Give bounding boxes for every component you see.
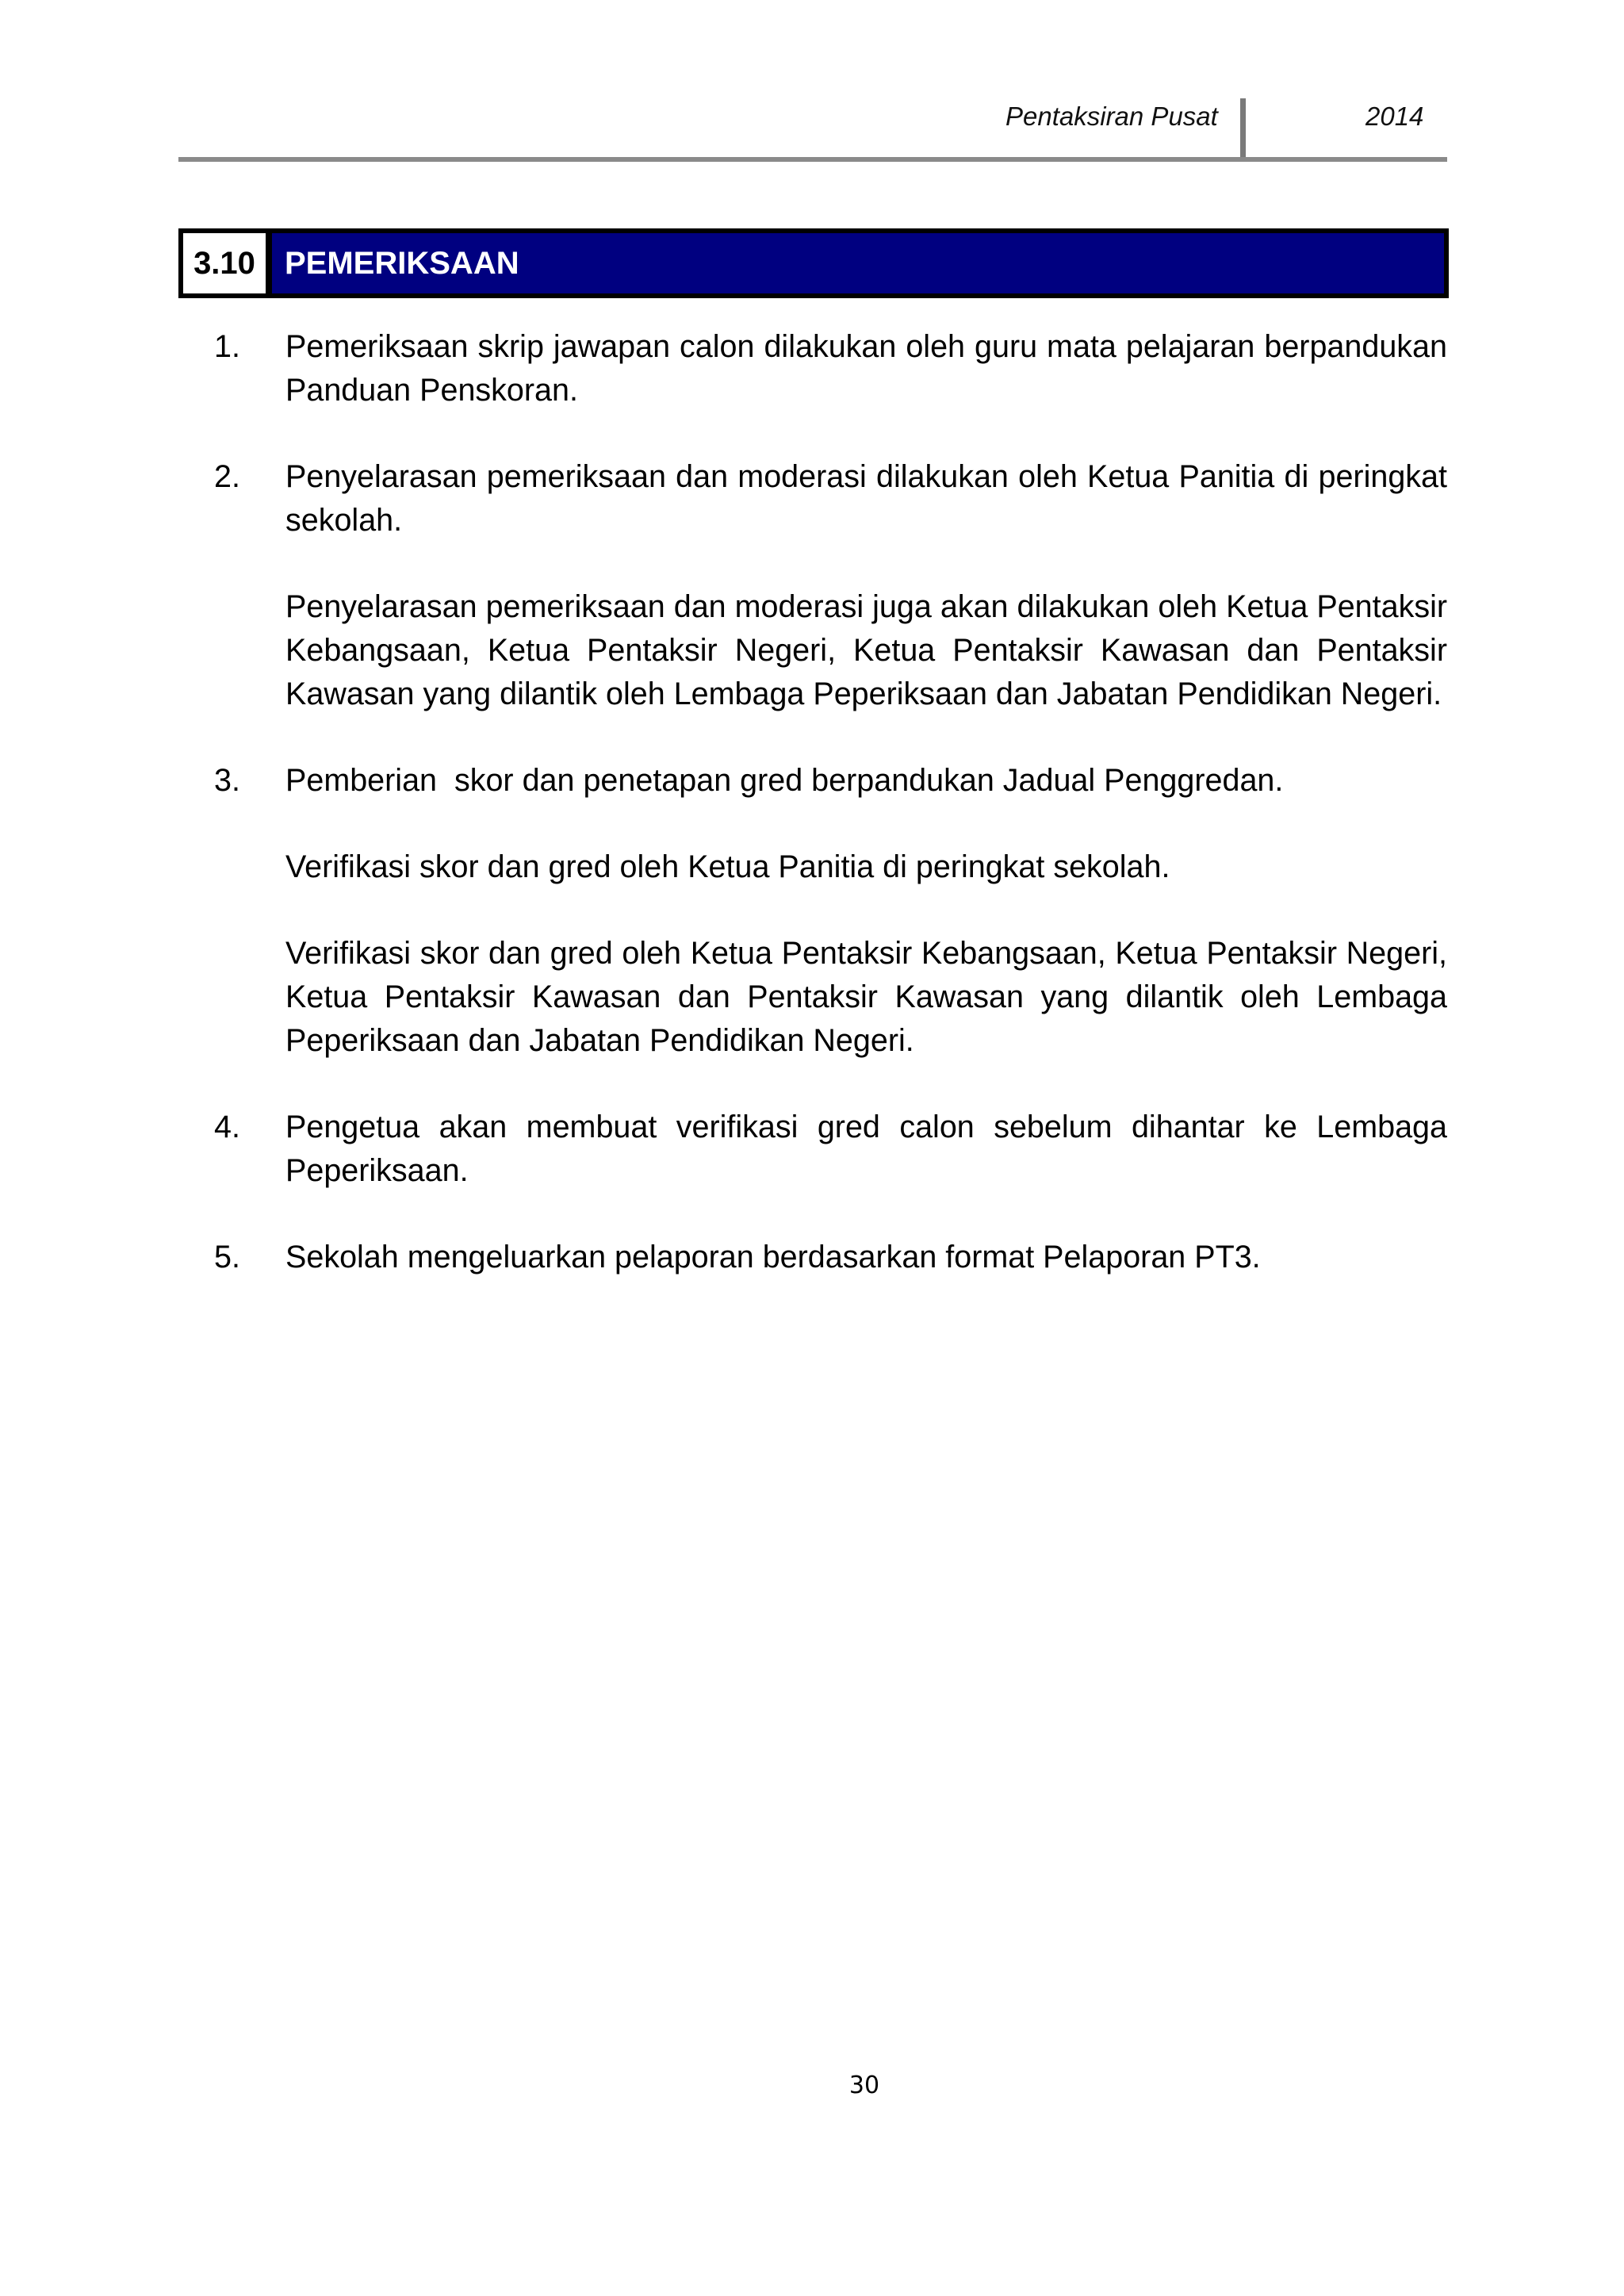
section-heading — [178, 228, 1449, 298]
header-divider — [1240, 98, 1246, 160]
list-item-number: 3. — [214, 763, 240, 798]
paragraph: Pemeriksaan skrip jawapan calon dilakukan oleh guru mata pelajaran berpandukan Panduan Penskoran. — [285, 329, 1447, 408]
section-number: 3.10 — [183, 233, 272, 293]
list-item — [214, 325, 1447, 412]
list-item-number: 1. — [214, 329, 240, 364]
page-number: 30 — [848, 2072, 880, 2099]
paragraph: Penyelarasan pemeriksaan dan moderasi dilakukan oleh Ketua Panitia di peringkat sekolah. — [285, 459, 1447, 538]
paragraph: Verifikasi skor dan gred oleh Ketua Pentaksir Kebangsaan, Ketua Pentaksir Negeri, Ketua Pentaksir Kawasan dan Pentaksir Kawasan yang dilantik oleh Lembaga Peperiksaan dan Jabatan Pendidikan Negeri. — [285, 936, 1447, 1058]
list-item-number: 5. — [214, 1240, 240, 1274]
paragraph: Pemberian skor dan penetapan gred berpandukan Jadual Penggredan. — [285, 763, 1284, 798]
list-item — [214, 1236, 1447, 1279]
section-title: PEMERIKSAAN — [285, 245, 519, 281]
paragraph: Penyelarasan pemeriksaan dan moderasi juga akan dilakukan oleh Ketua Pentaksir Kebangsaan, Ketua Pentaksir Negeri, Ketua Pentaksir Kawasan dan Pentaksir Kawasan yang dilantik oleh Lembaga Peperiksaan dan Jabatan Pendidikan Negeri. — [285, 589, 1447, 711]
paragraph: Sekolah mengeluarkan pelaporan berdasarkan format Pelaporan PT3. — [285, 1240, 1261, 1274]
list-item — [214, 455, 1447, 716]
paragraph: Pengetua akan membuat verifikasi gred calon sebelum dihantar ke Lembaga Peperiksaan. — [285, 1110, 1447, 1188]
list-item — [214, 1106, 1447, 1193]
header-rule — [178, 157, 1447, 162]
list-item-number: 4. — [214, 1110, 240, 1144]
list-item — [214, 759, 1447, 1063]
list-item-number: 2. — [214, 459, 240, 494]
paragraph: Verifikasi skor dan gred oleh Ketua Panitia di peringkat sekolah. — [285, 849, 1170, 884]
header-title: Pentaksiran Pusat — [1005, 102, 1218, 131]
header-year: 2014 — [1365, 102, 1424, 131]
document-body — [214, 325, 1447, 1322]
